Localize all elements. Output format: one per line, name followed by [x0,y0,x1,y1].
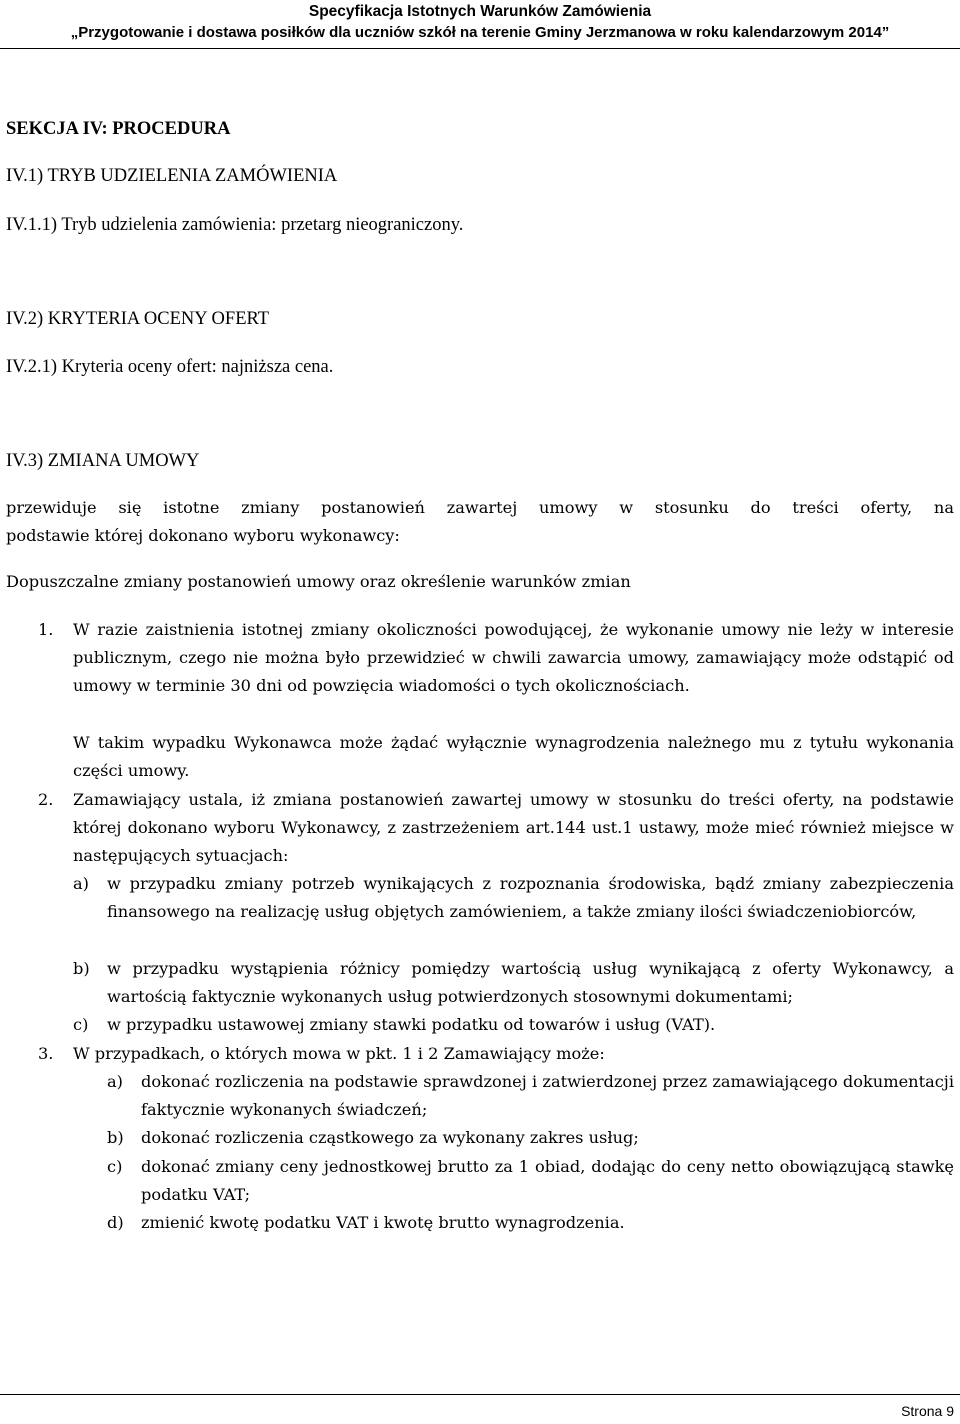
list-item-2b-label: b) [73,959,90,978]
list-item-3d-text: zmienić kwotę podatku VAT i kwotę brutto wynagrodzenia. [141,1213,625,1232]
page-number: Strona 9 [901,1403,954,1419]
list-item-2a-text: w przypadku zmiany potrzeb wynikających z rozpoznania środowiska, bądź zmiany zabezpieczenia finansowego na realizację usług objętych zamówieniem, a także zmiany ilości świadczeniobiorców, [107,874,954,921]
list-item-3-text: W przypadkach, o których mowa w pkt. 1 i 2 Zamawiający może: [73,1044,605,1063]
subsection-iv2-title: IV.2) KRYTERIA OCENY OFERT [6,309,270,329]
iv3-subheading: Dopuszczalne zmiany postanowień umowy oraz określenie warunków zmian [6,572,631,591]
subsection-iv1-item [6,213,463,237]
list-item-1-text-2: W takim wypadku Wykonawca może żądać wyłącznie wynagrodzenia należnego mu z tytułu wykonania części umowy. [73,733,954,780]
header-divider [0,48,960,49]
document-header-subtitle: „Przygotowanie i dostawa posiłków dla uczniów szkół na terenie Gminy Jerzmanowa w roku kalendarzowym 2014” [70,24,890,41]
section-title: SEKCJA IV: PROCEDURA [6,119,231,139]
list-item-2c-text: w przypadku ustawowej zmiany stawki podatku od towarów i usług (VAT). [107,1015,716,1034]
iv1-item-label: IV.1.1) Tryb udzielenia zamówienia: [6,215,277,235]
list-item-3c-label: c) [107,1157,123,1176]
list-item-1-text: W razie zaistnienia istotnej zmiany okoliczności powodującej, że wykonanie umowy nie leży w interesie publicznym, czego nie można było przewidzieć w chwili zawarcia umowy, zamawiający może odstąpić od umowy w terminie 30 dni od powzięcia wiadomości o tych okolicznościach. [73,620,954,695]
iv3-intro-line-1: przewiduje się istotne zmiany postanowień zawartej umowy w stosunku do treści oferty, na [6,498,954,517]
subsection-iv3-title: IV.3) ZMIANA UMOWY [6,451,200,471]
document-header-title: Specyfikacja Istotnych Warunków Zamówienia [308,3,652,20]
subsection-iv1-title: IV.1) TRYB UDZIELENIA ZAMÓWIENIA [6,166,338,186]
list-item-3d-label: d) [107,1213,124,1232]
list-item-3b-label: b) [107,1128,124,1147]
list-item-2b-text: w przypadku wystąpienia różnicy pomiędzy wartością usług wynikającą z oferty Wykonawcy, a wartością faktycznie wykonanych usług potwierdzonych stosownymi dokumentami; [107,959,954,1006]
list-item-2c-label: c) [73,1015,89,1034]
list-item-3c-text: dokonać zmiany ceny jednostkowej brutto za 1 obiad, dodając do ceny netto obowiązującą stawkę podatku VAT; [141,1157,954,1204]
list-item-1-number: 1. [38,620,54,639]
list-item-3a-text: dokonać rozliczenia na podstawie sprawdzonej i zatwierdzonej przez zamawiającego dokumentacji faktycznie wykonanych świadczeń; [141,1072,954,1119]
iv3-intro [6,494,954,550]
iv1-item-value: przetarg nieograniczony. [276,215,464,235]
list-item-2-text: Zamawiający ustala, iż zmiana postanowień zawartej umowy w stosunku do treści oferty, na podstawie której dokonano wyboru Wykonawcy, z zastrzeżeniem art.144 ust.1 ustawy, może mieć również miejsce w następujących sytuacjach: [73,790,954,865]
list-item-3-number: 3. [38,1044,54,1063]
list-item-3b-text: dokonać rozliczenia cząstkowego za wykonany zakres usług; [141,1128,639,1147]
list-item-2a-label: a) [73,874,89,893]
iv2-item-value: najniższa cena. [216,357,334,377]
footer-divider [0,1394,960,1395]
iv3-intro-line-2: podstawie której dokonano wyboru wykonawcy: [6,526,400,545]
subsection-iv2-item [6,355,333,379]
list-item-3a-label: a) [107,1072,123,1091]
iv2-item-label: IV.2.1) Kryteria oceny ofert: [6,357,217,377]
list-item-2-number: 2. [38,790,54,809]
